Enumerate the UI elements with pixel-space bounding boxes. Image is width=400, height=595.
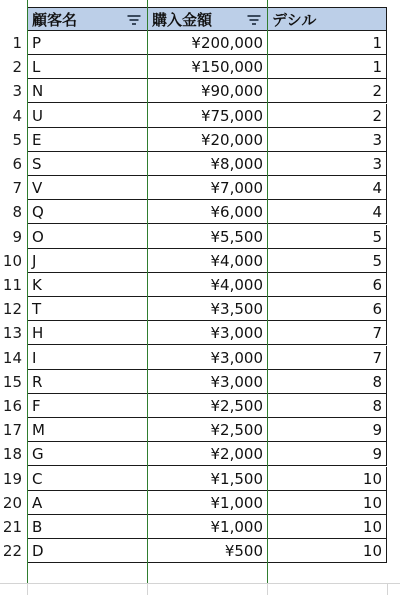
amount-cell[interactable]: ¥20,000 [148, 128, 268, 152]
row-number[interactable]: 4 [0, 104, 26, 128]
amount-cell[interactable]: ¥3,500 [148, 297, 268, 321]
decile-cell[interactable]: 10 [268, 539, 387, 563]
row-number[interactable]: 8 [0, 200, 26, 224]
amount-cell[interactable]: ¥3,000 [148, 321, 268, 345]
customer-cell[interactable]: J [27, 249, 148, 273]
table-row [0, 321, 400, 345]
filter-icon[interactable] [247, 14, 261, 26]
row-number[interactable]: 12 [0, 297, 26, 321]
amount-cell[interactable]: ¥1,000 [148, 491, 268, 515]
decile-cell[interactable]: 9 [268, 442, 387, 466]
header-customer-label: 顧客名 [32, 11, 78, 29]
customer-cell[interactable]: G [27, 442, 148, 466]
table-row [0, 442, 400, 466]
decile-cell[interactable]: 3 [268, 128, 387, 152]
row-number[interactable]: 17 [0, 418, 26, 442]
row-number[interactable]: 5 [0, 128, 26, 152]
table-row [0, 273, 400, 297]
decile-cell[interactable]: 8 [268, 370, 387, 394]
customer-cell[interactable]: N [27, 79, 148, 103]
table-row [0, 491, 400, 515]
row-number[interactable]: 7 [0, 176, 26, 200]
row-number[interactable]: 21 [0, 515, 26, 539]
amount-cell[interactable]: ¥90,000 [148, 79, 268, 103]
customer-cell[interactable]: L [27, 55, 148, 79]
customer-cell[interactable]: B [27, 515, 148, 539]
table-row [0, 225, 400, 249]
decile-cell[interactable]: 1 [268, 31, 387, 55]
row-number[interactable]: 13 [0, 321, 26, 345]
amount-cell[interactable]: ¥5,500 [148, 225, 268, 249]
amount-cell[interactable]: ¥7,000 [148, 176, 268, 200]
filter-icon[interactable] [127, 14, 141, 26]
table-row [0, 418, 400, 442]
row-number[interactable]: 18 [0, 442, 26, 466]
amount-cell[interactable]: ¥500 [148, 539, 268, 563]
amount-cell[interactable]: ¥75,000 [148, 104, 268, 128]
customer-cell[interactable]: R [27, 370, 148, 394]
amount-cell[interactable]: ¥3,000 [148, 346, 268, 370]
row-number[interactable]: 16 [0, 394, 26, 418]
table-row [0, 200, 400, 224]
customer-cell[interactable]: U [27, 104, 148, 128]
row-number[interactable]: 3 [0, 79, 26, 103]
customer-cell[interactable]: I [27, 346, 148, 370]
header-amount-label: 購入金額 [152, 11, 213, 29]
row-number[interactable]: 10 [0, 249, 26, 273]
row-number[interactable]: 20 [0, 491, 26, 515]
decile-cell[interactable]: 2 [268, 104, 387, 128]
decile-cell[interactable]: 7 [268, 346, 387, 370]
customer-cell[interactable]: C [27, 467, 148, 491]
decile-cell[interactable]: 9 [268, 418, 387, 442]
row-number[interactable]: 14 [0, 346, 26, 370]
selection-edge-left [27, 0, 28, 595]
header-amount-cell[interactable] [148, 7, 268, 31]
customer-cell[interactable]: F [27, 394, 148, 418]
row-number[interactable]: 9 [0, 225, 26, 249]
amount-cell[interactable]: ¥2,500 [148, 418, 268, 442]
amount-cell[interactable]: ¥2,000 [148, 442, 268, 466]
table-row [0, 346, 400, 370]
row-number[interactable]: 22 [0, 539, 26, 563]
row-number[interactable]: 19 [0, 467, 26, 491]
row-number[interactable]: 2 [0, 55, 26, 79]
table-row [0, 55, 400, 79]
table-row [0, 467, 400, 491]
customer-cell[interactable]: T [27, 297, 148, 321]
decile-cell[interactable]: 6 [268, 297, 387, 321]
table-row [0, 176, 400, 200]
header-customer-cell[interactable] [27, 7, 148, 31]
decile-cell[interactable]: 7 [268, 321, 387, 345]
row-number[interactable]: 11 [0, 273, 26, 297]
amount-cell[interactable]: ¥8,000 [148, 152, 268, 176]
table-row [0, 31, 400, 55]
row-number[interactable]: 6 [0, 152, 26, 176]
header-row [0, 7, 400, 31]
decile-cell[interactable]: 4 [268, 176, 387, 200]
table-row [0, 370, 400, 394]
row-number[interactable]: 1 [0, 31, 26, 55]
customer-cell[interactable]: O [27, 225, 148, 249]
header-row-number [0, 7, 26, 31]
amount-cell[interactable]: ¥4,000 [148, 273, 268, 297]
decile-cell[interactable]: 3 [268, 152, 387, 176]
amount-cell[interactable]: ¥3,000 [148, 370, 268, 394]
decile-cell[interactable]: 6 [268, 273, 387, 297]
table-row [0, 297, 400, 321]
amount-cell[interactable]: ¥150,000 [148, 55, 268, 79]
table-row [0, 249, 400, 273]
decile-cell[interactable]: 1 [268, 55, 387, 79]
customer-cell[interactable]: H [27, 321, 148, 345]
decile-cell[interactable]: 10 [268, 515, 387, 539]
amount-cell[interactable]: ¥2,500 [148, 394, 268, 418]
customer-cell[interactable]: M [27, 418, 148, 442]
header-decile-label: デシル [272, 11, 317, 29]
amount-cell[interactable]: ¥4,000 [148, 249, 268, 273]
row-number[interactable]: 15 [0, 370, 26, 394]
customer-cell[interactable]: K [27, 273, 148, 297]
amount-cell[interactable]: ¥1,500 [148, 467, 268, 491]
decile-cell[interactable]: 10 [268, 467, 387, 491]
table-row [0, 128, 400, 152]
customer-cell[interactable]: E [27, 128, 148, 152]
selection-edge-mid1 [147, 0, 148, 595]
table-row [0, 152, 400, 176]
amount-cell[interactable]: ¥200,000 [148, 31, 268, 55]
table-row [0, 79, 400, 103]
decile-cell[interactable]: 5 [268, 225, 387, 249]
header-decile-cell[interactable] [268, 7, 387, 31]
customer-cell[interactable]: V [27, 176, 148, 200]
customer-cell[interactable]: S [27, 152, 148, 176]
customer-cell[interactable]: P [27, 31, 148, 55]
empty-row [0, 583, 400, 595]
customer-cell[interactable]: A [27, 491, 148, 515]
decile-cell[interactable]: 2 [268, 79, 387, 103]
table-row [0, 104, 400, 128]
decile-cell[interactable]: 4 [268, 200, 387, 224]
table-row [0, 515, 400, 539]
amount-cell[interactable]: ¥1,000 [148, 515, 268, 539]
amount-cell[interactable]: ¥6,000 [148, 200, 268, 224]
customer-cell[interactable]: Q [27, 200, 148, 224]
decile-cell[interactable]: 10 [268, 491, 387, 515]
decile-cell[interactable]: 8 [268, 394, 387, 418]
decile-cell[interactable]: 5 [268, 249, 387, 273]
table-row [0, 539, 400, 563]
customer-cell[interactable]: D [27, 539, 148, 563]
selection-edge-mid2 [267, 0, 268, 595]
table-row [0, 394, 400, 418]
